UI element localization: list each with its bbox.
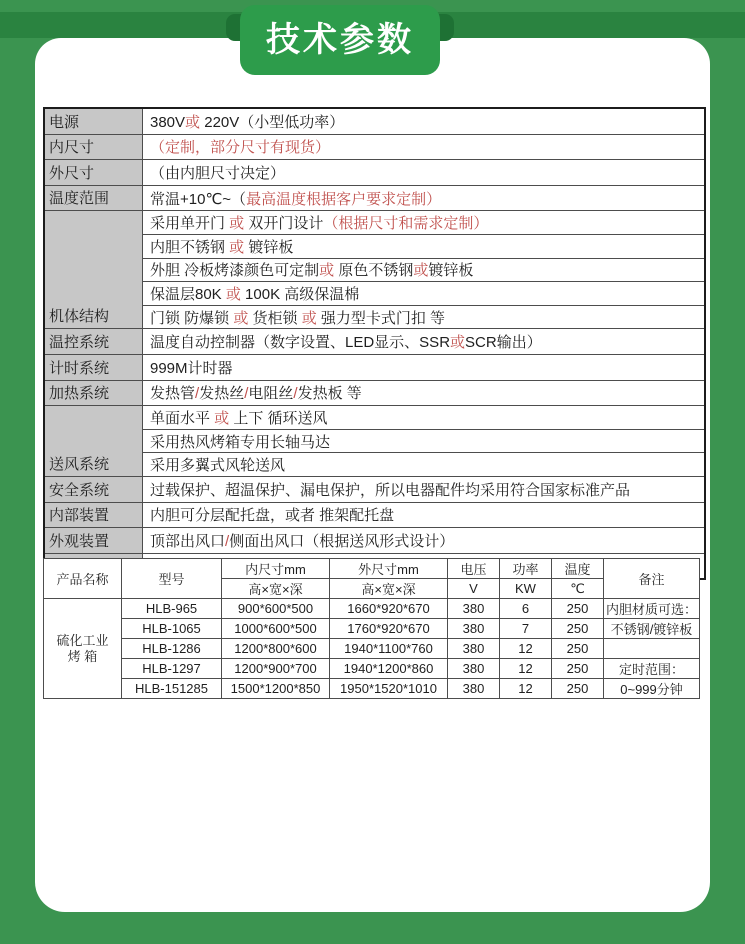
models-header-cell: 内尺寸mm	[222, 559, 330, 579]
spec-value-text: 380V	[150, 113, 186, 131]
spec-value-red-text: （根据尺寸和需求定制）	[323, 215, 489, 233]
models-row	[44, 619, 700, 639]
models-data-cell: 380	[448, 659, 500, 679]
spec-label-cell: 电源	[44, 108, 143, 134]
spec-label-cell: 外尺寸	[44, 160, 143, 186]
spec-value-text: 过载保护、超温保护、漏电保护，所以电器配件均采用符合国家标准产品	[150, 481, 631, 499]
spec-value-red-text: 或	[225, 285, 241, 303]
spec-value-text: 门锁 防爆锁	[150, 309, 234, 327]
models-data-cell: HLB-965	[122, 599, 222, 619]
spec-value-red-text: ）	[426, 190, 442, 208]
models-data-cell: 不锈钢/镀锌板	[604, 619, 700, 639]
spec-row	[44, 211, 705, 235]
spec-value-text: 100K 高级保温棉	[240, 285, 360, 303]
spec-value-text: SCR输出）	[465, 334, 542, 352]
spec-value-red-text: /	[293, 385, 298, 403]
spec-value-red-text: 最高温度根据客户要求定制	[246, 190, 427, 208]
spec-row	[44, 305, 705, 329]
models-header-cell: 温度	[552, 559, 604, 579]
spec-value-cell	[143, 429, 706, 453]
spec-row	[44, 476, 705, 502]
spec-value-text: 保温层80K	[150, 285, 226, 303]
spec-value-text: 内胆不锈钢	[150, 238, 230, 256]
product-name-cell: 硫化工业 烤 箱	[44, 599, 122, 699]
spec-value-text: 采用多翼式风轮送风	[150, 457, 286, 475]
models-data-cell: 12	[500, 659, 552, 679]
models-table	[43, 558, 700, 699]
models-data-cell: 250	[552, 599, 604, 619]
spec-value-text: 货柜锁	[248, 309, 302, 327]
spec-value-text: 强力型卡式门扣 等	[316, 309, 446, 327]
spec-value-cell	[143, 234, 706, 258]
spec-row	[44, 329, 705, 355]
spec-value-text: 外胆 冷板烤漆颜色可定制	[150, 262, 320, 280]
spec-label-cell: 机体结构	[44, 211, 143, 329]
models-data-cell: 1940*1200*860	[330, 659, 448, 679]
spec-value-cell	[143, 305, 706, 329]
models-data-cell: 380	[448, 679, 500, 699]
models-header-cell: 产品名称	[44, 559, 122, 599]
models-row	[44, 659, 700, 679]
models-data-cell: 定时范围：	[604, 659, 700, 679]
spec-table-body	[44, 108, 705, 579]
spec-value-text: 999M计时器	[150, 359, 233, 377]
spec-row	[44, 234, 705, 258]
models-header-row	[44, 559, 700, 579]
models-header-cell: 外尺寸mm	[330, 559, 448, 579]
models-data-cell: 12	[500, 679, 552, 699]
spec-row	[44, 406, 705, 430]
models-data-cell: HLB-151285	[122, 679, 222, 699]
models-data-cell: 1940*1100*760	[330, 639, 448, 659]
spec-row	[44, 429, 705, 453]
spec-value-red-text: （定制，部分尺寸有现货）	[150, 139, 331, 157]
models-data-cell: HLB-1286	[122, 639, 222, 659]
models-data-cell: 1200*900*700	[222, 659, 330, 679]
models-subheader-cell: V	[448, 579, 500, 599]
spec-value-red-text: /	[225, 532, 230, 550]
spec-value-cell	[143, 108, 706, 134]
models-data-cell: 380	[448, 599, 500, 619]
models-subheader-cell: ℃	[552, 579, 604, 599]
models-data-cell: 12	[500, 639, 552, 659]
models-row	[44, 599, 700, 619]
spec-row	[44, 453, 705, 477]
spec-row	[44, 108, 705, 134]
ribbon-banner	[240, 5, 440, 75]
spec-value-red-text: 或	[413, 262, 429, 280]
spec-row	[44, 160, 705, 186]
models-data-cell: 380	[448, 639, 500, 659]
models-header-cell: 功率	[500, 559, 552, 579]
models-row	[44, 639, 700, 659]
models-subheader-cell: KW	[500, 579, 552, 599]
spec-label-cell: 计时系统	[44, 354, 143, 380]
spec-value-cell	[143, 185, 706, 211]
banner-title: 技术参数	[266, 21, 414, 59]
models-subheader-cell: 高×宽×深	[222, 579, 330, 599]
spec-value-text: （由内胆尺寸决定）	[150, 164, 286, 182]
spec-row	[44, 502, 705, 528]
spec-value-red-text: 或	[450, 334, 466, 352]
spec-row	[44, 258, 705, 282]
spec-row	[44, 282, 705, 306]
spec-value-cell	[143, 380, 706, 406]
models-data-cell: HLB-1065	[122, 619, 222, 639]
spec-row	[44, 380, 705, 406]
spec-row	[44, 134, 705, 160]
spec-row	[44, 354, 705, 380]
spec-value-red-text: 或	[319, 262, 335, 280]
spec-value-text: 上下 循环送风	[229, 409, 328, 427]
spec-value-red-text: 或	[301, 309, 317, 327]
spec-value-cell	[143, 160, 706, 186]
models-data-cell: 380	[448, 619, 500, 639]
models-data-cell: 内胆材质可选：	[604, 599, 700, 619]
models-header-cell: 型号	[122, 559, 222, 599]
spec-value-cell	[143, 329, 706, 355]
spec-value-text: 镀锌板	[244, 238, 294, 256]
models-header-cell: 备注	[604, 559, 700, 599]
spec-value-cell	[143, 354, 706, 380]
spec-value-text: 发热板 等	[297, 385, 362, 403]
models-data-cell: 1950*1520*1010	[330, 679, 448, 699]
models-table-body	[44, 599, 700, 699]
models-data-cell: 250	[552, 659, 604, 679]
spec-value-cell	[143, 258, 706, 282]
spec-value-text: 发热管	[150, 385, 196, 403]
models-data-cell: 250	[552, 619, 604, 639]
spec-value-cell	[143, 406, 706, 430]
spec-value-red-text: 或	[214, 409, 230, 427]
models-data-cell: 1660*920*670	[330, 599, 448, 619]
spec-value-red-text: 或	[229, 215, 245, 233]
spec-value-text: 采用单开门	[150, 215, 230, 233]
spec-value-text: 双开门设计	[244, 215, 324, 233]
spec-value-text: 顶部出风口	[150, 532, 226, 550]
spec-value-red-text: /	[195, 385, 200, 403]
models-data-cell: 900*600*500	[222, 599, 330, 619]
content-card	[35, 38, 710, 912]
models-subheader-cell: 高×宽×深	[330, 579, 448, 599]
models-data-cell: 1760*920*670	[330, 619, 448, 639]
spec-label-cell: 安全系统	[44, 476, 143, 502]
spec-value-red-text: 或	[233, 309, 249, 327]
spec-value-text: 镀锌板	[428, 262, 474, 280]
models-data-cell: 1000*600*500	[222, 619, 330, 639]
spec-row	[44, 528, 705, 554]
models-data-cell: 1200*800*600	[222, 639, 330, 659]
models-header-cell: 电压	[448, 559, 500, 579]
models-data-cell: 250	[552, 639, 604, 659]
spec-value-text: 温度自动控制器（数字设置、LED显示、SSR	[150, 334, 451, 352]
spec-label-cell: 外观装置	[44, 528, 143, 554]
spec-value-cell	[143, 528, 706, 554]
spec-value-cell	[143, 476, 706, 502]
spec-value-text: 220V（小型低功率）	[200, 113, 345, 131]
spec-label-cell: 温控系统	[44, 329, 143, 355]
spec-value-cell	[143, 502, 706, 528]
models-data-cell: 6	[500, 599, 552, 619]
spec-value-text: 发热丝	[199, 385, 245, 403]
models-data-cell	[604, 639, 700, 659]
spec-value-cell	[143, 282, 706, 306]
spec-value-red-text: /	[244, 385, 249, 403]
spec-label-cell: 内尺寸	[44, 134, 143, 160]
spec-value-text: 侧面出风口（根据送风形式设计）	[229, 532, 455, 550]
spec-table	[43, 107, 706, 580]
spec-value-text: 采用热风烤箱专用长轴马达	[150, 433, 331, 451]
models-data-cell: 7	[500, 619, 552, 639]
spec-label-cell: 加热系统	[44, 380, 143, 406]
spec-value-cell	[143, 134, 706, 160]
spec-value-red-text: 或	[229, 238, 245, 256]
models-data-cell: 1500*1200*850	[222, 679, 330, 699]
spec-label-cell: 送风系统	[44, 406, 143, 477]
models-data-cell: HLB-1297	[122, 659, 222, 679]
models-data-cell: 0~999分钟	[604, 679, 700, 699]
models-data-cell: 250	[552, 679, 604, 699]
models-table-head	[44, 559, 700, 599]
spec-label-cell: 温度范围	[44, 185, 143, 211]
spec-value-text: 电阻丝	[248, 385, 294, 403]
spec-value-text: 常温+10℃~（	[150, 190, 247, 208]
spec-value-cell	[143, 211, 706, 235]
spec-row	[44, 185, 705, 211]
spec-value-red-text: 或	[185, 113, 201, 131]
models-row	[44, 679, 700, 699]
spec-value-cell	[143, 453, 706, 477]
spec-label-cell: 内部装置	[44, 502, 143, 528]
spec-value-text: 内胆可分层配托盘，或者 推架配托盘	[150, 507, 395, 525]
spec-value-text: 原色不锈钢	[334, 262, 414, 280]
spec-value-text: 单面水平	[150, 409, 215, 427]
